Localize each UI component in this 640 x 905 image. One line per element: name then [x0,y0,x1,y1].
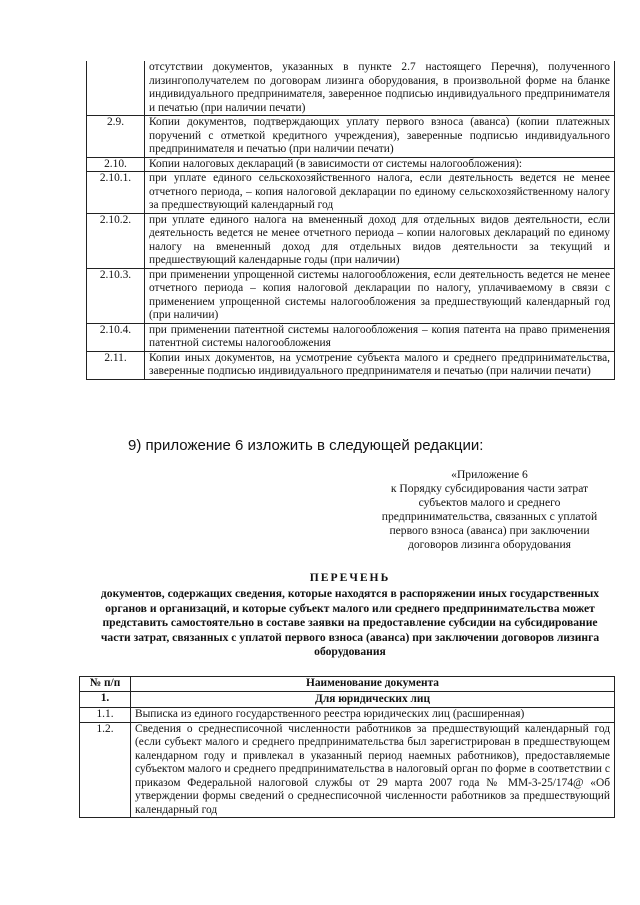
appendix-caption [362,468,617,552]
table-header-row [80,677,615,692]
row-text: Копии документов, подтверждающих уплату первого взноса (аванса) (копии платежных поручений с отметкой кредитного учреждения), заверенные подписью индивидуального предпринимателя и печатью (при наличии печати) [145,116,615,158]
column-header-name: Наименование документа [131,677,615,692]
appendix-line: первого взноса (аванса) при заключении [389,524,590,537]
table-row [87,213,615,268]
row-text: при применении патентной системы налогообложения – копия патента на право применения патентной системы налогообложения [145,323,615,351]
section-title: Для юридических лиц [131,691,615,708]
table-row [80,708,615,723]
row-number: 2.10.2. [87,213,145,268]
row-number: 2.10. [87,157,145,172]
row-number: 2.10.1. [87,172,145,214]
row-text: при уплате единого налога на вмененный доход для отдельных видов деятельности, если деятельность ведется не менее отчетного периода – копии налоговых деклараций по единому налогу на вмененный доход для отдельных видов деятельности за текущий и предшествующий календарные годы (при наличии) [145,213,615,268]
documents-table [79,676,615,818]
row-text: Копии иных документов, на усмотрение субъекта малого и среднего предпринимательства, заверенные подписью индивидуального предпринимателя и печатью (при наличии печати) [145,351,615,379]
row-text: Копии налоговых деклараций (в зависимости от системы налогообложения): [145,157,615,172]
table-row [87,157,615,172]
row-number: 1.2. [80,722,131,818]
appendix-line: договоров лизинга оборудования [407,538,571,551]
row-number: 2.9. [87,116,145,158]
row-text: при применении упрощенной системы налогообложения, если деятельность ведется не менее отчетного периода – копия налоговой декларации по налогу, уплачиваемому в связи с применением упрощенной системы налогообложения за предшествующий календарный год (при наличии) [145,268,615,323]
row-number [87,61,145,116]
row-number: 2.10.4. [87,323,145,351]
list-title: ПЕРЕЧЕНЬ [309,571,391,584]
appendix-line: предпринимательства, связанных с уплатой [381,510,598,523]
documents-table-continued [86,61,615,380]
table-row [87,61,615,116]
list-subtitle: документов, содержащих сведения, которые находятся в распоряжении иных государственных органов и организаций, и которые субъект малого или среднего предпринимательства может представить самостоятельно в составе заявки на предоставление субсидии на субсидирование части затрат, связанных с уплатой первого взноса (аванса) при заключении договоров лизинга оборудования [100,587,600,659]
table-row [87,172,615,214]
row-number: 2.10.3. [87,268,145,323]
table-row [87,351,615,379]
row-text: отсутствии документов, указанных в пункте 2.7 настоящего Перечня), полученного лизингополучателем по договорам лизинга оборудования, в произвольной форме на бланке индивидуального предпринимателя, заверенное подписью индивидуального предпринимателя и печатью (при наличии печати) [145,61,615,116]
table-row [87,323,615,351]
row-text: Сведения о среднесписочной численности работников за предшествующий календарный год (если субъект малого и среднего предпринимательства был зарегистрирован в предшествующем календарном году и привлекал в указанный период наемных работников), предоставляемые субъектом малого и среднего предпринимательства в налоговый орган по форме в соответствии с приказом Федеральной налоговой службы от 29 марта 2007 года № ММ-3-25/174@ «Об утверждении формы сведений о среднесписочной численности работников за предшествующий календарный год [131,722,615,818]
list-heading [90,571,610,659]
amendment-intro: 9) приложение 6 изложить в следующей редакции: [128,437,484,454]
appendix-line: субъектов малого и среднего [418,496,561,509]
table-row [80,722,615,818]
section-number: 1. [80,691,131,708]
row-text: при уплате единого сельскохозяйственного налога, если деятельность ведется не менее отчетного периода, – копия налоговой декларации по единому сельскохозяйственному налогу за предшествующий календарный год [145,172,615,214]
row-number: 2.11. [87,351,145,379]
row-number: 1.1. [80,708,131,723]
row-text: Выписка из единого государственного реестра юридических лиц (расширенная) [131,708,615,723]
appendix-line: к Порядку субсидирования части затрат [390,482,589,495]
appendix-line: «Приложение 6 [451,468,528,481]
table-row [87,268,615,323]
table-row [87,116,615,158]
column-header-number: № п/п [80,677,131,692]
section-row [80,691,615,708]
